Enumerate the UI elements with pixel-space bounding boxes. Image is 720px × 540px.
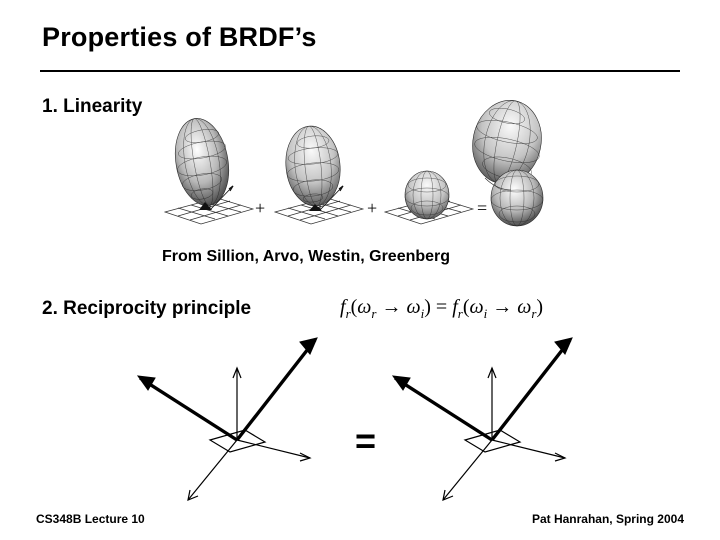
bullet-linearity: 1. Linearity [42,96,143,117]
bullet-reciprocity: 2. Reciprocity principle [42,298,252,319]
formula-lhs-arrow: → [376,296,407,318]
lobe-group-specular [165,114,253,224]
formula-rhs-arrow: → [487,296,518,318]
reciprocity-formula [340,296,543,322]
plus-operator-1: + [255,198,266,218]
formula-lhs-open: ( [350,296,358,318]
formula-rhs-f: f [452,296,458,318]
plus-operator-2: + [367,198,378,218]
footer-lecture: CS348B Lecture 10 [36,512,145,526]
lobe-group-glossy [275,123,363,224]
equals-operator-big: = [355,420,377,461]
formula-rhs-omega-r: ω [517,296,532,318]
title-divider [40,70,680,72]
brdf-lobes-svg [155,90,555,240]
equals-operator-1: = [477,198,488,218]
formula-lhs-omega-i: ω [406,296,421,318]
diagram-caption: From Sillion, Arvo, Westin, Greenberg [162,248,451,265]
formula-lhs-close: ) [424,296,431,318]
formula-lhs-omega-r: ω [357,296,372,318]
formula-rhs-omega-r-sub: r [531,306,537,321]
formula-lhs-f: f [340,296,346,318]
formula-rhs-open: ( [462,296,470,318]
formula-lhs-omega-r-sub: r [371,306,377,321]
brdf-lobes-diagram [155,90,555,240]
reciprocity-right [393,338,572,500]
page-title: Properties of BRDF’s [42,22,317,52]
footer-author: Pat Hanrahan, Spring 2004 [531,512,684,526]
formula-lhs-f-sub: r [345,306,351,321]
formula-equals: = [430,296,453,318]
formula-rhs-omega-i: ω [469,296,484,318]
formula-rhs-f-sub: r [457,306,463,321]
formula-rhs-omega-i-sub: i [483,306,488,321]
lobe-group-diffuse [385,171,473,224]
formula-lhs-omega-i-sub: i [420,306,425,321]
reciprocity-left [138,338,317,500]
formula-rhs-close: ) [536,296,544,318]
